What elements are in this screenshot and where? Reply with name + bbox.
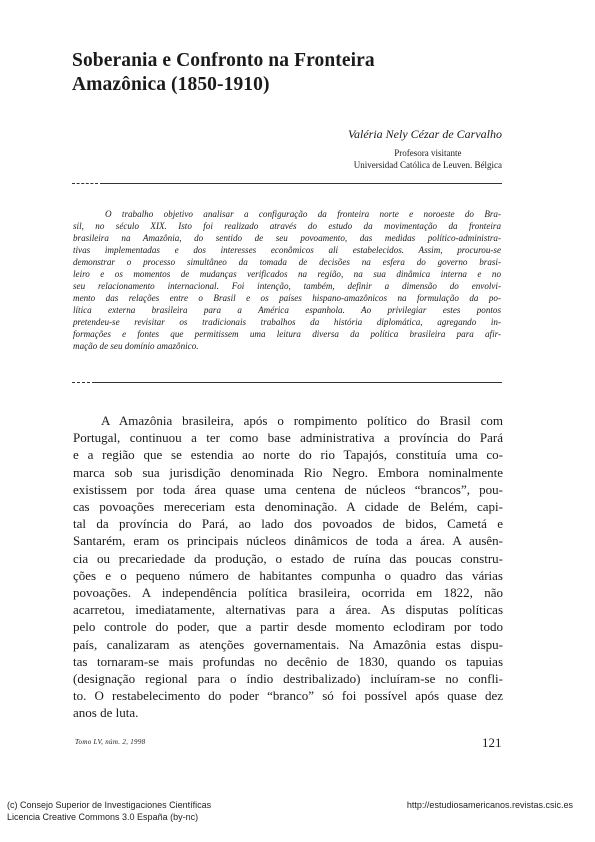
abstract-line: tivas implementadas e dos interesses econômicos ali estabelecidos. Assim, procurou-se — [73, 245, 501, 255]
abstract-line: mação de seu domínio amazônico. — [73, 341, 199, 351]
abstract-line: mento das relações entre o Brasil e os países hispano-amazônicos na formulação da po- — [73, 293, 501, 303]
body-line: tal da província do Pará, ao lado dos povoados de bidos, Cametá e — [73, 516, 503, 532]
abstract-line: formações e fontes que permitissem uma leitura diversa da política brasileira para afir- — [73, 329, 501, 339]
abstract — [73, 208, 501, 352]
body-line: anos de luta. — [73, 705, 139, 721]
page-number: 121 — [482, 735, 502, 750]
abstract-line: leiro e os momentos de mudanças verificados na região, na sua dinâmica interna e no — [73, 269, 501, 279]
abstract-divider — [92, 382, 502, 383]
body-line: A Amazônia brasileira, após o rompimento político do Brasil com — [101, 413, 503, 428]
body-line: cas povoações mereceriam esta denominação. A cidade de Belém, capi- — [73, 499, 503, 515]
header-divider — [100, 183, 502, 184]
license-line: Licencia Creative Commons 3.0 España (by-nc) — [7, 811, 199, 822]
body-line: existissem por toda área quase uma centena de núcleos “brancos”, pou- — [73, 481, 503, 497]
license-line: (c) Consejo Superior de Investigaciones Científicas — [7, 800, 212, 810]
body-line: marca sob sua jurisdição denominada Rio Negro. Embora nominalmente — [73, 464, 503, 480]
article-title-line: Soberania e Confronto na Fronteira — [72, 50, 375, 71]
abstract-line: pretendeu-se revisitar os tradicionais trabalhos da história diplomática, agregando in- — [73, 317, 501, 327]
body-line: Portugal, continuou a ter como base administrativa a província do Pará — [73, 430, 503, 446]
author-institution: Universidad Católica de Leuven. Bélgica — [353, 159, 502, 170]
body-line: cia ou precariedade da produção, o estado de ruína das poucas constru- — [73, 550, 503, 566]
body-line: e a região que se estendia ao norte do rio Tapajós, constituía uma co- — [73, 447, 503, 463]
abstract-line: lítica externa brasileira para a América espanhola. Ao privilegiar estes pontos — [73, 305, 501, 315]
author-name: Valéria Nely Cézar de Carvalho — [348, 127, 502, 141]
body-line: pelo controle do poder, que a partir desde momento eclodiram por todo — [73, 619, 503, 635]
abstract-divider-dash — [72, 382, 90, 383]
author-affiliation — [354, 148, 502, 171]
body-line: país, canalizaram as atenções governamentais. Na Amazônia estas dispu- — [73, 636, 503, 652]
body-paragraph — [73, 412, 503, 722]
header-divider-dash — [72, 183, 98, 184]
license-notice — [7, 800, 211, 823]
body-line: ções e o pequeno número de habitantes compunha o quadro das várias — [73, 567, 503, 583]
abstract-line: brasileira na Amazônia, do sentido de seu povoamento, das medidas político-administra- — [73, 233, 501, 243]
body-line: to. O restabelecimento do poder “branco” só foi possível após quase dez — [73, 688, 503, 704]
abstract-line: demonstrar o processo simultâneo da tomada de decisões na esfera do governo brasi- — [73, 257, 501, 267]
body-line: povoações. A independência política brasileira, ocorrida em 1822, não — [73, 585, 503, 601]
body-line: tas tornaram-se mais profundas no decênio de 1830, quando os tapuias — [73, 653, 503, 669]
article-title — [72, 49, 375, 97]
author-position: Profesora visitante — [394, 148, 462, 158]
body-line: (designação regional para o índio destribalizado) incluíram-se no confli- — [73, 671, 503, 687]
body-line: acarretou, imediatamente, alternativas para a área. As disputas políticas — [73, 602, 503, 618]
abstract-line: sil, no século XIX. Isto foi realizado através do estudo da movimentação da fronteira — [73, 221, 501, 231]
body-line: Santarém, eram os principais núcleos dinâmicos de toda a área. A ausên- — [73, 533, 503, 549]
journal-url-link[interactable]: http://estudiosamericanos.revistas.csic.es — [406, 800, 573, 810]
article-title-line: Amazônica (1850-1910) — [72, 74, 270, 95]
journal-reference: Tomo LV, núm. 2, 1998 — [75, 738, 146, 746]
abstract-line: seu relacionamento internacional. Foi intenção, também, definir a dimensão do envolvi- — [73, 281, 501, 291]
abstract-line: O trabalho objetivo analisar a configuração da fronteira norte e noroeste do Bra- — [105, 209, 501, 219]
